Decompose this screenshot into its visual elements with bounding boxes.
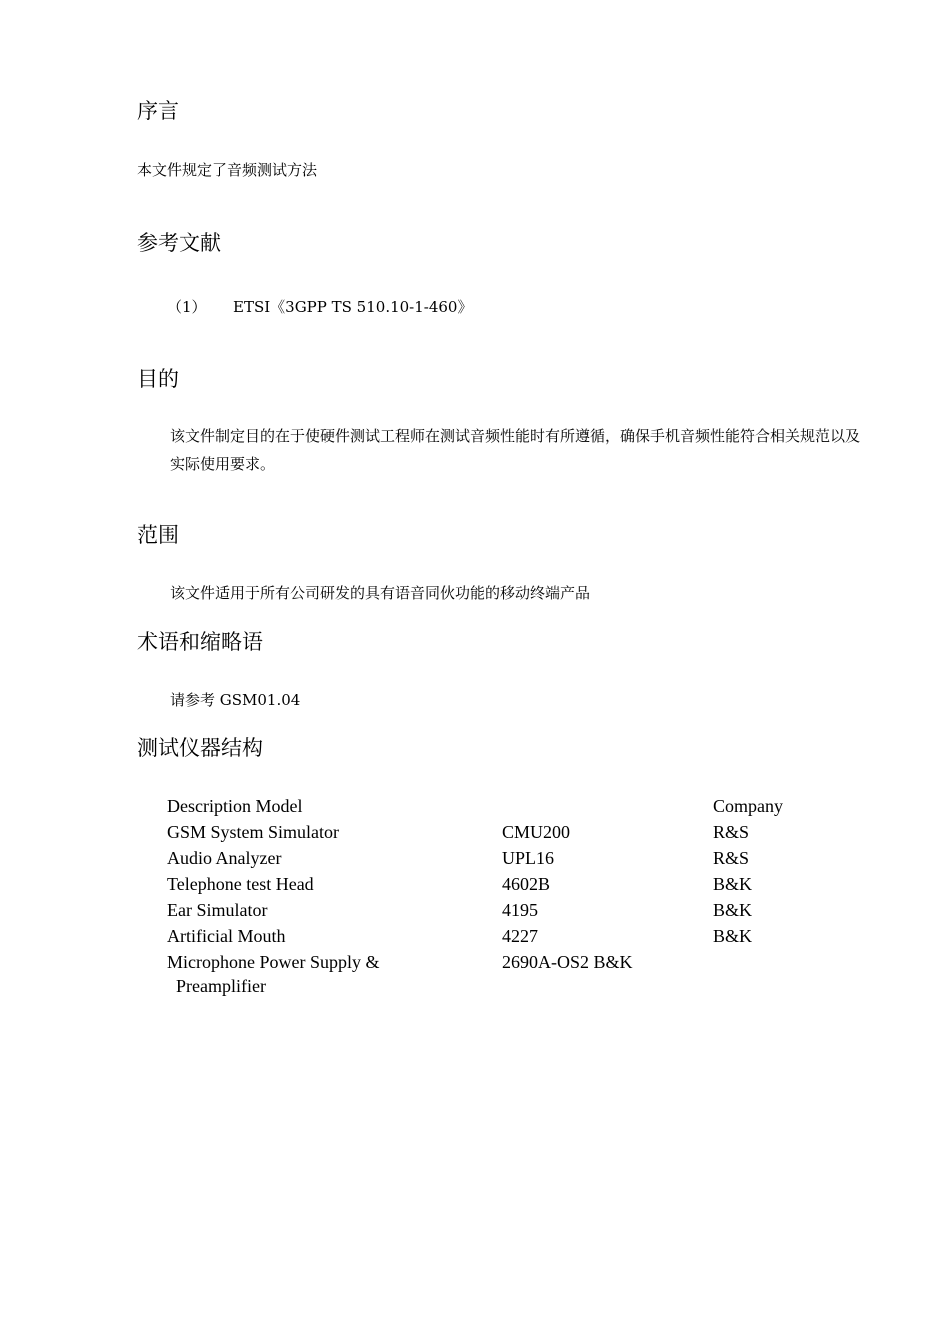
row-description-line1: Microphone Power Supply & <box>167 952 380 972</box>
row-company: R&S <box>713 822 750 842</box>
header-description: Description Model <box>167 796 303 816</box>
preface-text: 本文件规定了音频测试方法 <box>137 161 318 179</box>
row-model: 4227 <box>502 926 538 946</box>
scope-heading: 范围 <box>137 523 179 547</box>
reference-number: （1） <box>167 298 207 316</box>
row-company: B&K <box>713 900 753 920</box>
terms-heading: 术语和缩略语 <box>137 630 263 654</box>
row-model: UPL16 <box>502 848 555 868</box>
reference-text: ETSI《3GPP TS 510.10-1-460》 <box>233 298 473 316</box>
row-model: CMU200 <box>502 822 571 842</box>
purpose-text: 该文件制定目的在于使硬件测试工程师在测试音频性能时有所遵循，确保手机音频性能符合相关规范以及实际使用要求。 <box>170 427 861 473</box>
row-description: Telephone test Head <box>167 874 314 894</box>
row-model: 2690A-OS2 B&K <box>502 952 633 972</box>
row-company: B&K <box>713 926 753 946</box>
row-description: Audio Analyzer <box>167 848 282 868</box>
scope-text: 该文件适用于所有公司研发的具有语音同伙功能的移动终端产品 <box>170 584 591 602</box>
row-description: Ear Simulator <box>167 900 268 920</box>
terms-text: 请参考 GSM01.04 <box>170 691 301 709</box>
preface-heading: 序言 <box>137 99 179 123</box>
row-company: B&K <box>713 874 753 894</box>
references-heading: 参考文献 <box>137 231 221 255</box>
row-description: Artificial Mouth <box>167 926 286 946</box>
row-description: GSM System Simulator <box>167 822 340 842</box>
row-model: 4602B <box>502 874 551 894</box>
row-model: 4195 <box>502 900 538 920</box>
instruments-heading: 测试仪器结构 <box>137 736 263 760</box>
header-company: Company <box>713 796 783 816</box>
row-description <box>167 950 379 998</box>
row-company: R&S <box>713 848 750 868</box>
purpose-heading: 目的 <box>137 367 179 391</box>
row-description-line2: Preamplifier <box>176 976 266 996</box>
